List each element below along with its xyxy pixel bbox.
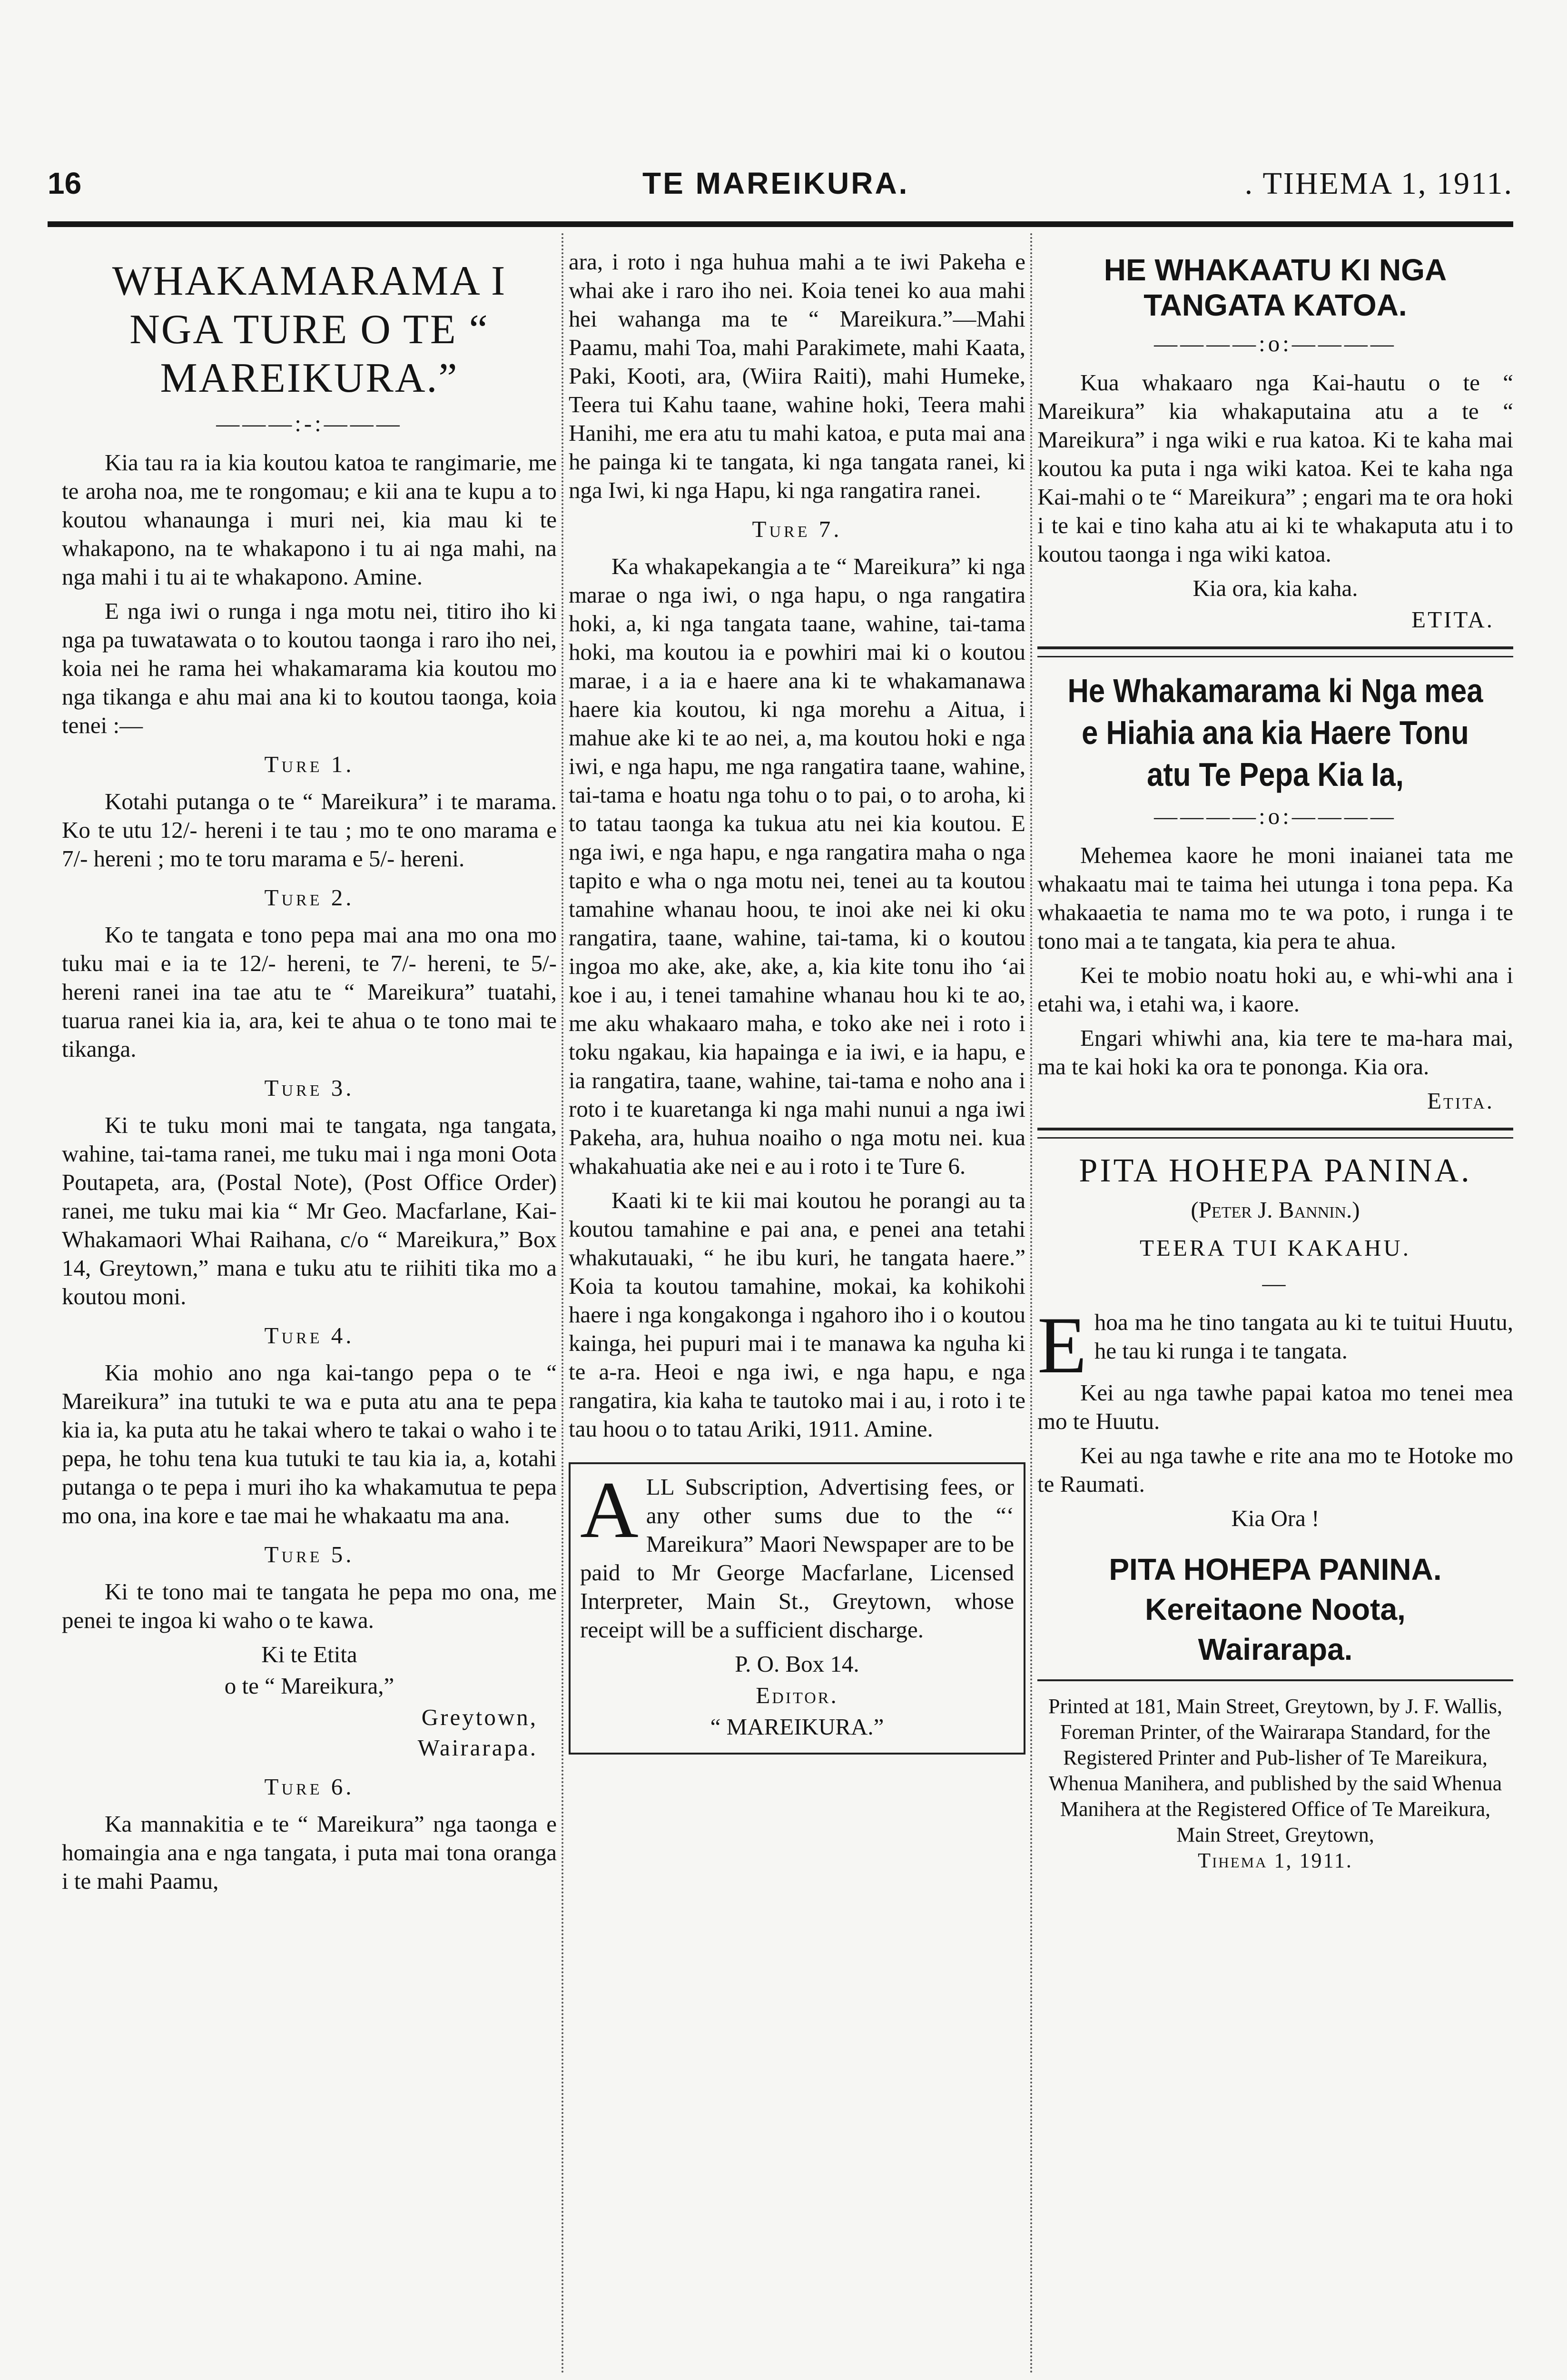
masthead-title: TE MAREIKURA. bbox=[642, 166, 909, 200]
advert-text: Kei au nga tawhe e rite ana mo te Hotoke mo te Raumati. bbox=[1037, 1442, 1513, 1497]
column-divider bbox=[562, 233, 563, 2375]
editor-signature: Editor. bbox=[756, 1682, 838, 1708]
po-box: P. O. Box 14. bbox=[735, 1651, 859, 1677]
ture-heading: Ture 2. bbox=[264, 884, 355, 911]
advert-text: hoa ma he tino tangata au ki te tuitui Huutu, he tau ki runga i te tangata. bbox=[1094, 1309, 1513, 1364]
imprint-date: Tihema 1, 1911. bbox=[1198, 1849, 1353, 1872]
ture-heading: Ture 7. bbox=[752, 516, 842, 542]
drop-cap: E bbox=[1037, 1300, 1087, 1390]
paragraph: Mehemea kaore he moni inaianei tata me whakaatu mai te taima hei utunga i tona pepa. Ka whakaaetia te nama mo te wa poto, i runga i te tono mai a te tangata, kia pera te ahua. bbox=[1037, 842, 1513, 954]
column-3: HE WHAKAATU KI NGA TANGATA KATOA. ————:o:———— Kua whakaaro nga Kai-hautu o te “ Mareikura” kia whakaputaina atu a te “ Mareikura” i nga wiki e rua katoa. Ki te kaha mai koutou ka puta i nga wiki katoa. Kei te kaha nga Kai-mahi o te “ Mareikura” ; engari ma te ora hoki i te kai e tino kaha atu ai ki te whakaputa atu i to koutou taonga i nga wiki katoa. Kia ora, kia kaha. ETITA. He Whakamarama ki Nga mea e Hiahia ana kia Haere Tonu atu Te Pepa Kia Ia, ————:o:———— Mehemea kaore he moni inaianei tata me whakaatu mai te taima hei utunga i tona pepa. Ka whakaaetia te nama mo te wa poto, i runga i te tono mai a te tangata, kia pera te ahua. Kei te mobio noatu hoki au, e whi-whi ana i etahi wa, i etahi wa, i kaore. Engari whiwhi ana, kia tere te ma-hara mai, ma te kai hoki ka ora te pononga. Kia ora. Etita. PITA HOHEPA PANINA. (Peter J. Bannin.) TEERA TUI KAKAHU. — E hoa ma he tino tangata au ki te tuitui Huutu, he tau ki runga i te tangata. Kei au nga tawhe papai katoa mo tenei mea mo te Huutu. Kei au nga tawhe e rite ana mo te Hotoke mo te Raumati. Kia Ora ! PITA HOHEPA PANINA. Kereitaone Noota, Wairarapa. Printed at 181, Main Street, Greytown, by J. F. Wallis, Foreman Printer, of the Wairarapa Standard, for the Registered Printer and Pub-lisher of Te Mareikura, Whenua Manihera, and published by the said Whenua Manihera at the Registered Office of Te Mareikura, Main Street, Greytown, Tihema 1, 1911. bbox=[1037, 248, 1513, 1874]
advert-trade: TEERA TUI KAKAHU. bbox=[1140, 1235, 1411, 1261]
double-rule bbox=[1037, 646, 1513, 657]
editor-signature: ETITA. bbox=[1411, 606, 1494, 633]
ture-text: Ka whakapekangia a te “ Mareikura” ki nga marae o nga iwi, o nga hapu, o nga rangatira hoki, a, ki nga tangata taane, wahine, tai-tama hoki, ma koutou ia e powhiri mai ki o koutou marae, i a ia e haere ana ki te whakamanawa haere kia koutou, ki nga morehu a Aitua, i mahue ake ki te ao nei, a, ma koutou hoki e nga iwi, e nga hapu, me nga rangatira taane, wahine, tai-tama e hoatu nga tohu o to pai, o to aroha, ki to tatau taonga ka tukua atu nei kia koutou. E nga iwi, e nga hapu, e nga rangatira maha o nga tapito e wha o nga motu nei, tenei au ta koutou tamahine whanau hoou, te inoi ake nei ki oku rangatira, taane, wahine, tai-tama, ki o koutou ingoa mo ake, ake, ake, a, kia kite tonu iho ‘ai koe i au, i tenei tamahine whanau hou ki te ao, me aku whakaaro maha, e toko ake nei i roto i toku ngakau, kia hapainga e ia iwi, e ia hapu, e ia rangatira, taane, wahine, tai-tama e noho ana i roto i te kuaretanga ki nga mahi nunui a nga iwi Pakeha, ara, huhua noaiho o nga motu nei. kua whakahuatia ake nei e au i roto i te Ture 6. bbox=[569, 553, 1025, 1179]
notice-title: HE WHAKAATU KI NGA TANGATA KATOA. bbox=[1104, 253, 1447, 322]
printer-imprint: Printed at 181, Main Street, Greytown, by J. F. Wallis, Foreman Printer, of the Wairarapa Standard, for the Registered Printer and Pub-lisher of Te Mareikura, Whenua Manihera, and published by the said Whenua Manihera at the Registered Office of Te Mareikura, Main Street, Greytown, bbox=[1048, 1695, 1502, 1846]
advert-name: PITA HOHEPA PANINA. bbox=[1109, 1552, 1442, 1587]
double-rule bbox=[1037, 1128, 1513, 1139]
paragraph: Engari whiwhi ana, kia tere te ma-hara mai, ma te kai hoki ka ora te pononga. Kia ora. bbox=[1037, 1025, 1513, 1080]
page-number: 16 bbox=[48, 166, 82, 200]
ture-heading: Ture 4. bbox=[264, 1322, 355, 1349]
drop-cap: A bbox=[580, 1465, 639, 1555]
separator: ————:o:———— bbox=[1154, 803, 1397, 829]
subscription-notice bbox=[569, 1462, 1025, 1755]
column-divider bbox=[1030, 233, 1032, 2375]
article-title: WHAKAMARAMA I NGA TURE O TE “ MAREIKURA.” bbox=[112, 258, 507, 401]
ture-heading: Ture 3. bbox=[264, 1075, 355, 1101]
ture-heading: Ture 5. bbox=[264, 1541, 355, 1567]
ture-heading: Ture 6. bbox=[264, 1774, 355, 1800]
issue-date: . TIHEMA 1, 1911. bbox=[1244, 166, 1513, 201]
divider bbox=[1037, 1679, 1513, 1681]
paper-name: “ MAREIKURA.” bbox=[710, 1714, 884, 1740]
separator: ———:-:——— bbox=[216, 410, 403, 436]
advert-place: Wairarapa. bbox=[1198, 1632, 1353, 1666]
advert-text: Kei au nga tawhe papai katoa mo tenei mea mo te Huutu. bbox=[1037, 1379, 1513, 1434]
ture-text: Ko te tangata e tono pepa mai ana mo ona mo tuku mai e ia te 12/- hereni, te 7/- hereni, te 5/- hereni ranei ina tae atu te “ Mareikura” tuatahi, tuarua ranei kia ia, ara, kei te ahua o te tono mai te tikanga. bbox=[62, 922, 557, 1062]
intro-paragraph: Kia tau ra ia kia koutou katoa te rangimarie, me te aroha noa, me te rongomau; e kii ana te kupu a to koutou whanaunga i muri nei, kia mau ki te whakapono, na te whakapono i tu ai nga mahi, na nga mahi i tu ai te whakapono. Amine. bbox=[62, 449, 557, 590]
header-rule bbox=[48, 221, 1513, 227]
advert-street: Kereitaone Noota, bbox=[1145, 1592, 1406, 1626]
editor-signature: Etita. bbox=[1427, 1088, 1494, 1114]
notice-text: LL Subscription, Advertising fees, or any other sums due to the “‘ Mareikura” Maori Newspaper are to be paid to Mr George Macfarlane, Licensed Interpreter, Main St., Greytown, whose receipt will be a sufficient discharge. bbox=[580, 1474, 1014, 1643]
ture-text: Kotahi putanga o te “ Mareikura” i te marama. Ko te utu 12/- hereni i te tau ; mo te ono marama e 7/- hereni ; mo te toru marama e 5/- hereni. bbox=[62, 788, 557, 872]
greeting: Kia ora, kia kaha. bbox=[1192, 575, 1358, 601]
address-line: o te “ Mareikura,” bbox=[224, 1673, 394, 1699]
notice-text: Kua whakaaro nga Kai-hautu o te “ Mareikura” kia whakaputaina atu a te “ Mareikura” i nga wiki e rua katoa. Ki te kaha mai koutou ka puta i nga wiki katoa. Kei te kaha nga Kai-mahi o te “ Mareikura” ; engari ma te ora hoki i te kai e tino kaha atu ai ki te whakaputa atu i to koutou taonga i nga wiki katoa. bbox=[1037, 369, 1513, 567]
advert-title: PITA HOHEPA PANINA. bbox=[1079, 1152, 1472, 1189]
advert-subtitle: (Peter J. Bannin.) bbox=[1191, 1197, 1360, 1223]
advert-body bbox=[1037, 1300, 1513, 1390]
ture-text: Ka mannakitia e te “ Mareikura” nga taonga e homaingia ana e nga tangata, i puta mai tona oranga i te mahi Paamu, bbox=[62, 1811, 557, 1894]
paragraph: Kei te mobio noatu hoki au, e whi-whi ana i etahi wa, i etahi wa, i kaore. bbox=[1037, 962, 1513, 1017]
ture-text: Ki te tono mai te tangata he pepa mo ona, me penei te ingoa ki waho o te kawa. bbox=[62, 1578, 557, 1633]
column-1 bbox=[62, 248, 557, 1901]
advert-greeting: Kia Ora ! bbox=[1231, 1505, 1320, 1531]
ture-text: Ki te tuku moni mai te tangata, nga tangata, wahine, tai-tama ranei, me tuku mai i nga moni Oota Poutapeta, ara, (Postal Note), (Post Office Order) ranei, me tuku mai kia “ Mr Geo. Macfarlane, Kai-Whakamaori Whai Raihana, c/o “ Mareikura,” Box 14, Greytown,” mana e tuku atu te riihiti tika mo a koutou moni. bbox=[62, 1112, 557, 1309]
continued-text: ara, i roto i nga huhua mahi a te iwi Pakeha e whai ake i raro iho nei. Koia tenei ko aua mahi hei wahanga ma te “ Mareikura.”—Mahi Paamu, mahi Toa, mahi Parakimete, mahi Kaata, Paki, Kooti, ara, (Wiira Raiti), mahi Humeke, Teera tui Kahu taane, wahine hoki, Teera mahi Hanihi, me era atu tu mahi katoa, e puta mai ana he painga ki te tangata, ki nga tangata ranei, ki nga Iwi, ki nga Hapu, ki nga rangatira ranei. bbox=[569, 248, 1025, 503]
paragraph: E nga iwi o runga i nga motu nei, titiro iho ki nga pa tuwatawata o to koutou taonga i raro iho nei, koia nei he rama hei whakamarama kia koutou mo nga tikanga e ahu mai ana ki to koutou taonga, koia tenei :— bbox=[62, 598, 557, 738]
section-heading: He Whakamarama ki Nga mea e Hiahia ana kia Haere Tonu atu Te Pepa Kia Ia, bbox=[1067, 672, 1483, 793]
address-line: Greytown, bbox=[421, 1704, 538, 1730]
address-line: Wairarapa. bbox=[417, 1735, 538, 1761]
address-line: Ki te Etita bbox=[261, 1641, 357, 1667]
paragraph: Kaati ki te kii mai koutou he porangi au ta koutou tamahine e pai ana, e penei ana tetahi whakutauaki, “ he ibu kuri, he tangata haere.” Koia ta koutou tamahine, mokai, ka kohikohi haere i nga kongakonga i ngahoro iho i o koutou kainga, hei pupuri mai i te manawa ka nguha ki te a-ra. Heoi e nga iwi, e nga hapu, e nga rangatira, kia kaha te tautoko mai i au, i roto i te tau hoou o to tatau Ariki, 1911. Amine. bbox=[569, 1187, 1025, 1442]
page-header bbox=[48, 157, 1513, 219]
separator: ————:o:———— bbox=[1154, 330, 1397, 357]
ture-text: Kia mohio ano nga kai-tango pepa o te “ Mareikura” ina tutuki te wa e puta atu ana te pepa kia ia, ka puta atu he takai whero te takai o waho i te pepa, he tohu tena kua tutuki te tau kia ia, a, kotahi putanga o te pepa i muri iho ka whakamutua te pepa mo ona, ina kore e tae mai he whakaatu ma ana. bbox=[62, 1359, 557, 1528]
ture-heading: Ture 1. bbox=[264, 751, 355, 777]
column-2 bbox=[569, 248, 1025, 1759]
